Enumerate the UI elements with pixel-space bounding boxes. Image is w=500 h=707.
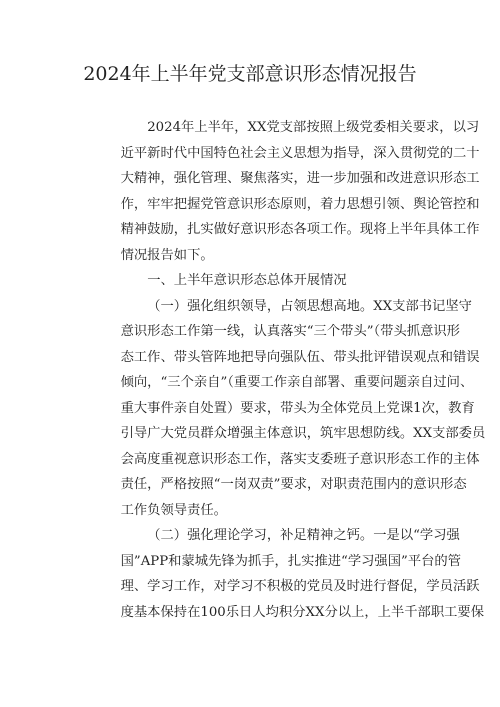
text-line: 国”APP和蒙城先锋为抓手，扎实推进“学习强国”平台的管 [120, 553, 462, 569]
text-line: 态工作、带头管阵地把导向强队伍、带头批评错误观点和错误 [120, 349, 480, 365]
intro-paragraph [94, 115, 480, 268]
text-line: 会高度重视意识形态工作，落实支委班子意识形态工作的主体 [120, 451, 480, 467]
text-line: 理、学习工作，对学习不积极的党员及时进行督促，学员活跃 [120, 579, 480, 594]
document-body [94, 115, 486, 625]
text-line: 近平新时代中国特色社会主义思想为指导，深入贯彻党的二十 [120, 145, 480, 161]
section-heading [94, 268, 414, 294]
text-line: 意识形态工作第一线，认真落实“三个带头”（带头抓意识形 [120, 324, 460, 339]
text-line: 2024年上半年，XX党支部按照上级党委相关要求，以习 [147, 120, 480, 135]
text-line: （二）强化理论学习，补足精神之钙。一是以“学习强 [147, 528, 460, 543]
text-line: （一）强化组织领导，占领思想高地。XX支部书记坚守 [147, 298, 472, 314]
text-line: 度基本保持在100乐日人均积分XX分以上，上半千部职工要保 [120, 604, 485, 620]
text-line: 引导广大党员群众增强主体意识，筑牢思想防线。XX支部委员 [120, 426, 486, 441]
text-line: 精神鼓励，扎实做好意识形态各项工作。现将上半年具体工作 [120, 222, 480, 237]
text-line: 情况报告如下。 [120, 247, 214, 263]
text-line: 倾向，“三个亲自”（重要工作亲自部署、重要问题亲自过问、 [120, 375, 474, 390]
text-line: 重大事件亲自处置）要求，带头为全体党员上党课1次，教育 [120, 400, 475, 416]
section-heading-text: 一、上半年意识形态总体开展情况 [147, 273, 347, 288]
subsection-paragraph-1 [94, 294, 486, 524]
subsection-paragraph-2 [94, 523, 485, 625]
text-line: 大精神，强化管理、聚焦落实，进一步加强和改进意识形态工 [120, 171, 480, 186]
text-line: 工作负领导责任。 [120, 502, 227, 518]
text-line: 责任，严格按照“一岗双责”要求，对职责范围内的意识形态 [120, 477, 467, 492]
text-line: 作，牢牢把握党管意识形态原则，着力思想引领、舆论管控和 [120, 196, 480, 212]
document-title: 2024年上半年党支部意识形态情况报告 [83, 63, 417, 85]
